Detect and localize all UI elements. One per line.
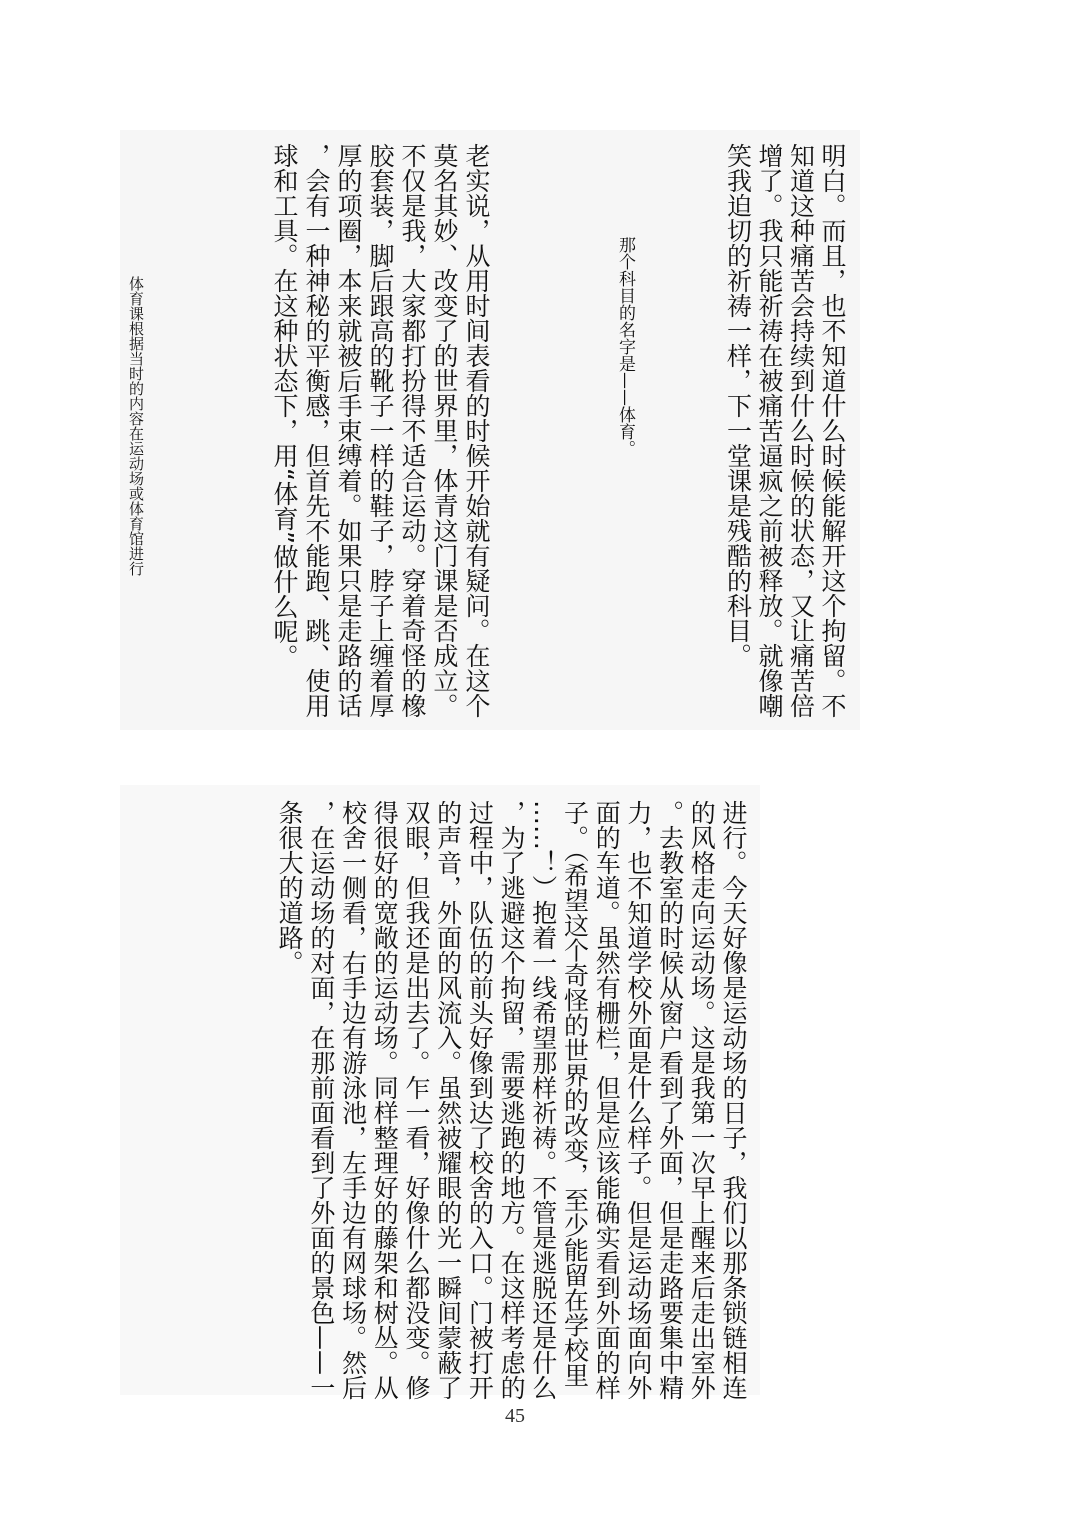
- text-column: 得很好的宽敞的运动场。同样整理好的藤架和树丛。从: [370, 800, 400, 1400]
- text-column: ，为了逃避这个拘留，需要逃跑的地方。在这样考虑的: [497, 800, 527, 1400]
- text-column: 增了。我只能祈祷在被痛苦逼疯之前被释放。就像嘲: [755, 143, 784, 718]
- text-column: ，会有一种神秘的平衡感，但首先不能跑、跳、使用: [302, 143, 331, 718]
- top-paragraph-2: [268, 143, 492, 718]
- text-column: 力，也不知道学校外面是什么样子。但是运动场面向外: [623, 800, 653, 1400]
- text-column: 胶套装，脚后跟高的靴子一样的鞋子，脖子上缠着厚: [366, 143, 395, 718]
- subject-note: 那个科目的名字是——体育。: [615, 236, 635, 457]
- text-column: 莫名其妙、改变了的世界里，体青这门课是否成立。: [430, 143, 459, 718]
- text-column: 笑我迫切的祈祷一样，下一堂课是残酷的科目。: [723, 143, 753, 668]
- text-column: 过程中，队伍的前头好像到达了校舍的入口。门被打开: [465, 800, 495, 1400]
- text-column: 校舍一侧看，右手边有游泳池，左手边有网球场。然后: [338, 800, 368, 1400]
- text-column: ……！）抱着一线希望那样祈祷。不管是逃脱还是什么: [528, 800, 558, 1400]
- text-column: 双眼，但我还是出去了。乍一看，好像什么都没变。修: [401, 800, 431, 1400]
- text-column: 明白。而且，也不知道什么时候能解开这个拘留。不: [818, 143, 847, 718]
- page-number: 45: [505, 1405, 525, 1427]
- text-column: 厚的项圈，本来就被后手束缚着。如果只是走路的话: [334, 143, 363, 718]
- text-column: 球和工具。在这种状态下，用“体育”做什么呢。: [270, 143, 299, 669]
- text-column: 不仅是我，大家都打扮得不适合运动。穿着奇怪的橡: [398, 143, 427, 718]
- text-column: 条很大的道路。: [275, 800, 305, 975]
- text-column: 的声音，外面的风流入。虽然被耀眼的光一瞬间蒙蔽了: [433, 800, 463, 1400]
- text-column: 进行。今天好像是运动场的日子，我们以那条锁链相连: [719, 800, 748, 1400]
- text-column: 子。（希望这个奇怪的世界的改变，至少能留在学校里: [560, 800, 590, 1388]
- text-column: 的风格走向运动场。这是我第一次早上醒来后走出室外: [687, 800, 717, 1400]
- caption: 体育课根据当时的内容在运动场或体育馆进行: [127, 276, 145, 576]
- text-column: 知道这种痛苦会持续到什么时候的状态，又让痛苦倍: [786, 143, 816, 718]
- top-paragraph-1: [722, 143, 848, 718]
- text-column: ，在运动场的对面，在那前面看到了外面的景色——一: [306, 800, 336, 1400]
- text-column: 。去教室的时候从窗户看到了外面，但是走路要集中精: [655, 800, 685, 1400]
- bottom-paragraph: [273, 800, 749, 1400]
- text-column: 老实说，从用时间表看的时候开始就有疑问。在这个: [462, 143, 491, 718]
- text-column: 面的车道。虽然有栅栏，但是应该能确实看到外面的样: [592, 800, 622, 1400]
